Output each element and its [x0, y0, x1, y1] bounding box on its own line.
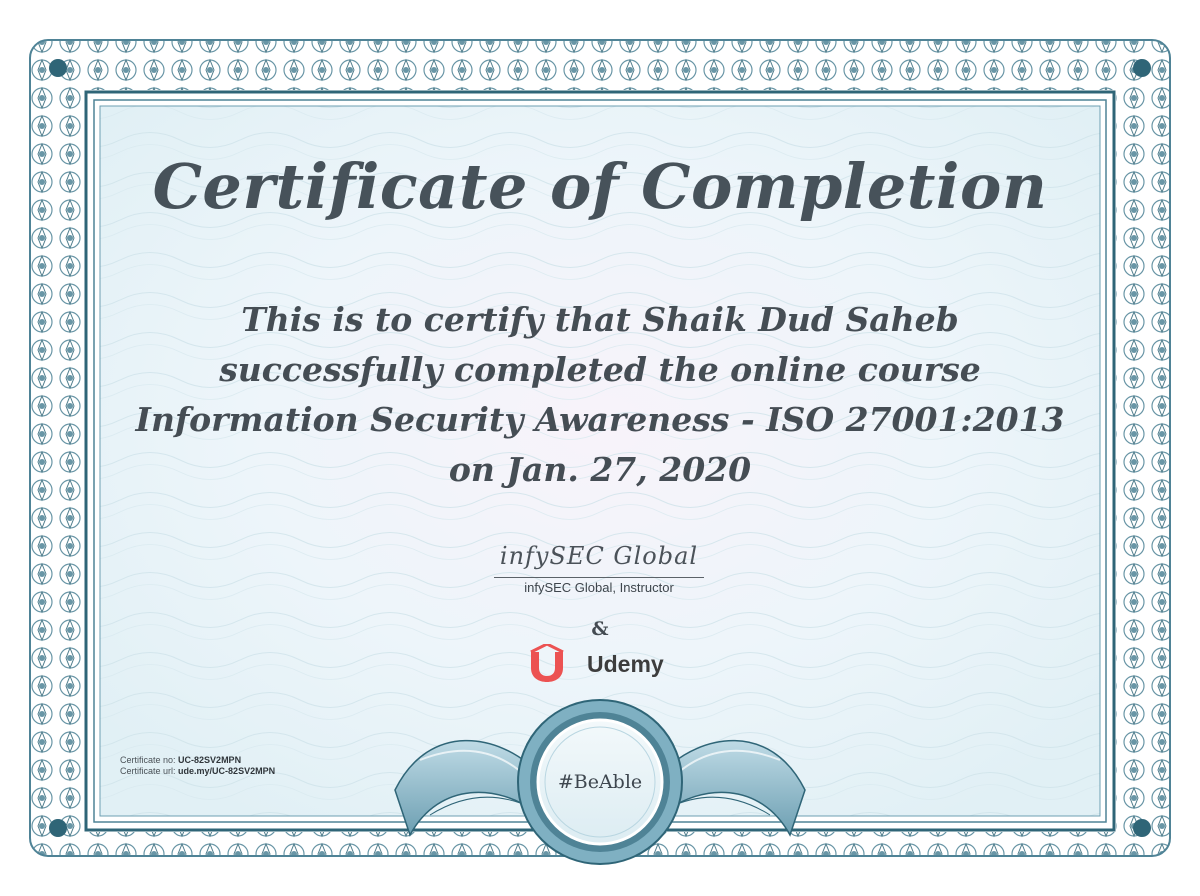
seal-hashtag: #BeAble	[557, 771, 643, 793]
certificate-url-label: Certificate url:	[120, 766, 176, 776]
certificate-url-row	[120, 766, 275, 777]
udemy-wordmark: Udemy	[587, 650, 664, 677]
certificate-number-row	[120, 755, 275, 766]
certificate-number: UC-82SV2MPN	[178, 755, 242, 765]
signature-rule	[494, 577, 704, 578]
ampersand: &	[591, 618, 609, 640]
completion-date-line: on Jan. 27, 2020	[448, 450, 752, 489]
udemy-u-icon	[525, 644, 583, 684]
certificate-number-label: Certificate no:	[120, 755, 176, 765]
certificate-meta	[120, 755, 275, 777]
completion-line: successfully completed the online course	[219, 350, 981, 389]
course-name-line: Information Security Awareness - ISO 27001:2013	[135, 400, 1065, 439]
recipient-line: This is to certify that Shaik Dud Saheb	[241, 300, 959, 339]
instructor-signature: infySEC Global	[499, 542, 699, 570]
instructor-caption: infySEC Global, Instructor	[524, 580, 674, 595]
udemy-logo	[525, 644, 664, 684]
certificate-title: Certificate of Completion	[152, 150, 1048, 223]
certificate-url[interactable]: ude.my/UC-82SV2MPN	[178, 766, 276, 776]
instructor-signature-block	[490, 535, 708, 595]
